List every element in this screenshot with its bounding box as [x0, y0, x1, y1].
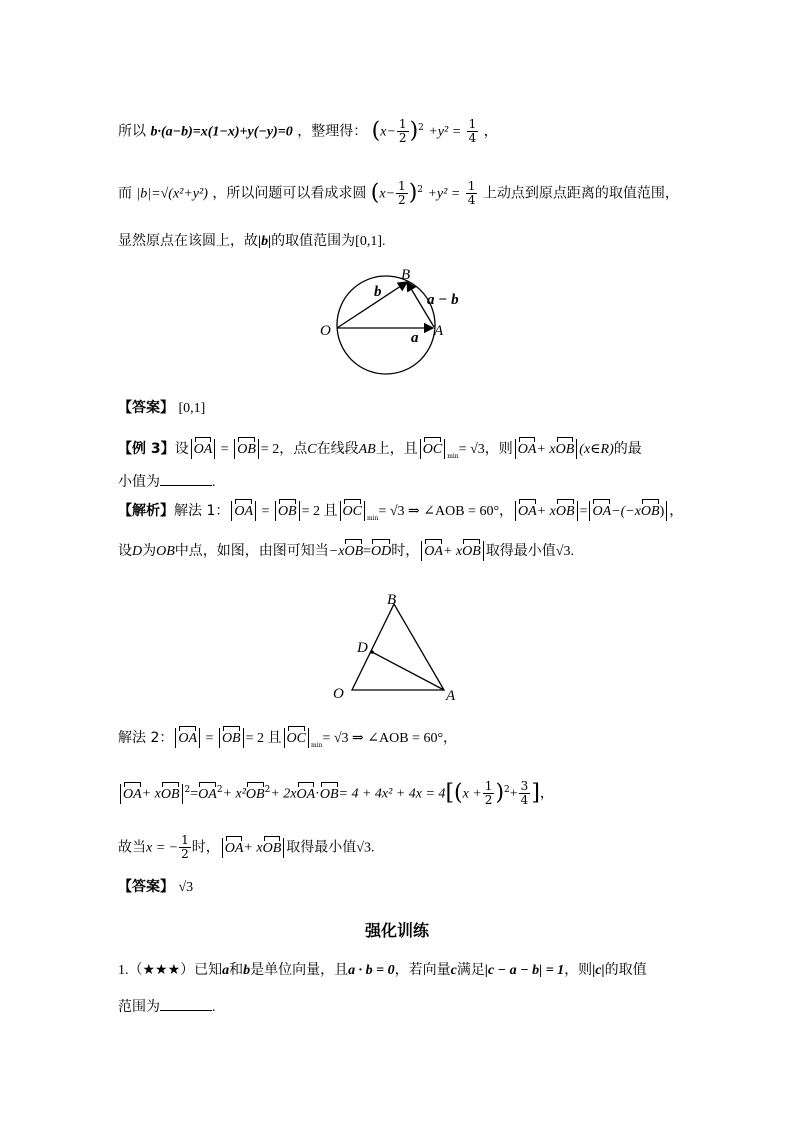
abs	[515, 439, 516, 459]
vector-ob: OB	[237, 440, 256, 460]
solution-label: 【解析】	[118, 503, 174, 519]
answer-blank	[160, 996, 212, 1011]
text: 已知	[194, 962, 223, 978]
period: .	[212, 475, 216, 490]
math: + x²	[222, 786, 246, 802]
abs	[364, 501, 365, 521]
vector-oa: OA	[592, 502, 611, 522]
exercise-number: 1.	[118, 963, 129, 978]
text: ，	[483, 123, 498, 140]
math: x +	[462, 786, 482, 802]
vector-ob: OB	[263, 839, 282, 859]
vector-ob: OB	[161, 785, 180, 805]
vector-oc: OC	[423, 440, 442, 460]
math: = 4 + 4x² + 4x = 4	[338, 786, 446, 802]
circle	[337, 276, 435, 374]
text: 满足	[456, 962, 485, 978]
math: +y² =	[428, 124, 462, 140]
abs	[219, 728, 220, 748]
abs	[214, 439, 215, 459]
example-label: 【例 3】	[118, 441, 175, 457]
math: |c|	[592, 963, 605, 978]
vector-oa: OA	[194, 440, 213, 460]
math: a	[222, 963, 230, 978]
text: ，则	[564, 962, 593, 978]
fraction: $\frac{1}{2}$	[398, 117, 407, 146]
text: 取得最小值	[485, 543, 556, 559]
abs	[666, 501, 667, 521]
exponent: 2	[184, 785, 191, 795]
exponent: 2	[418, 123, 424, 133]
abs	[222, 838, 223, 858]
exercise-1-line-1	[118, 960, 647, 981]
period: .	[570, 544, 574, 559]
subscript: min	[366, 515, 379, 522]
text: 范围为	[118, 999, 160, 1015]
label-a-minus-b: a − b	[427, 292, 459, 308]
text: ，整理得：	[297, 123, 368, 140]
math: −x	[328, 544, 345, 559]
conclusion-line	[118, 834, 374, 861]
vector-oa: OA	[424, 542, 443, 562]
math: + x	[442, 544, 463, 559]
solution-line-2	[118, 180, 679, 207]
vector-oa: OA	[234, 502, 253, 522]
math: +y² =	[427, 186, 461, 202]
text: ，点	[279, 441, 308, 457]
exponent: 2	[264, 785, 271, 795]
bracket: [	[445, 780, 455, 806]
abs	[231, 501, 232, 521]
fraction: $\frac{1}{2}$	[181, 833, 189, 861]
math: +	[509, 786, 518, 802]
abs	[255, 501, 256, 521]
fraction: $\frac{1}{2}$	[398, 179, 406, 208]
text: 设	[118, 543, 132, 559]
vector-ob: OB	[246, 785, 265, 805]
abs-b: |b|	[258, 234, 272, 249]
bracket: ]	[531, 780, 540, 806]
text: 在线段	[316, 441, 359, 457]
math: D	[132, 544, 143, 559]
triangle-diagram	[330, 590, 460, 706]
difficulty-stars: （★★★）	[128, 962, 195, 978]
label-b: b	[374, 284, 382, 300]
math: + x	[536, 442, 556, 457]
expansion-line	[118, 780, 554, 807]
math: = 2 且	[245, 731, 282, 746]
label-B: B	[387, 592, 397, 608]
math: c	[450, 963, 457, 978]
vector-oc: OC	[287, 729, 306, 749]
math: ·	[315, 786, 320, 802]
vector-b	[337, 282, 407, 328]
vector-od: OD	[371, 542, 391, 562]
text: ，则	[484, 441, 513, 457]
abs	[421, 541, 422, 561]
label-O: O	[333, 686, 344, 702]
equation: b·(a−b)=x(1−x)+y(−y)=0	[150, 124, 293, 140]
abs	[275, 501, 276, 521]
vector-ob: OB	[278, 502, 297, 522]
vector-oa: OA	[198, 785, 217, 805]
abs	[420, 439, 421, 459]
vector-ob: OB	[462, 542, 481, 562]
text: 而	[118, 185, 132, 202]
vector-oc: OC	[343, 502, 362, 522]
abs	[577, 501, 578, 521]
math: (x∈R)	[579, 442, 614, 457]
abs	[515, 501, 516, 521]
abs	[283, 838, 284, 858]
answer-value: [0,1]	[178, 401, 206, 416]
abs	[589, 501, 590, 521]
vector-ob: OB	[320, 785, 339, 805]
math: + x	[243, 840, 263, 856]
label-B: B	[401, 267, 411, 283]
vector-ob: OB	[556, 502, 575, 522]
solution-line-1	[118, 118, 498, 145]
abs	[308, 728, 309, 748]
abs	[340, 501, 341, 521]
example-3-line-1: 【例 3】设 OA = OB = 2，点C在线段AB上，且 OC $_{min}$= √3，则 OA+ xOB (x∈R)的最	[118, 441, 642, 460]
math: b	[243, 963, 251, 978]
vector-ob: OB	[222, 729, 241, 749]
answer-label: 【答案】	[118, 400, 174, 416]
solution-line-3	[118, 231, 386, 252]
math: =	[579, 504, 588, 519]
math: + x	[536, 504, 556, 519]
text: 故当	[118, 839, 146, 856]
paren: (	[454, 780, 463, 806]
text: ，	[443, 730, 458, 746]
text: ，	[499, 503, 514, 519]
vector-oa: OA	[297, 785, 316, 805]
period: .	[370, 840, 375, 856]
solution-1-line-2	[118, 541, 574, 562]
abs	[258, 439, 259, 459]
answer-value: √3	[178, 880, 194, 895]
abs	[483, 541, 484, 561]
math: OB	[156, 544, 175, 559]
abs	[199, 728, 200, 748]
math: + x	[141, 786, 161, 802]
math: + 2x	[270, 786, 297, 802]
circle-vector-diagram	[315, 262, 475, 384]
text: 的取值范围为	[271, 233, 356, 249]
math: =	[190, 786, 199, 802]
abs	[120, 784, 121, 804]
vector-oa: OA	[123, 785, 142, 805]
text: 小值为	[118, 474, 160, 490]
text: ，所以问题可以看成求圆	[212, 185, 367, 202]
answer-2	[118, 877, 193, 898]
text: 取得最小值	[286, 839, 357, 856]
text: 中点，如图，由图可知当	[174, 543, 329, 559]
vector-ob: OB	[344, 542, 363, 562]
math: x−	[380, 124, 396, 140]
vector-ob: OB	[641, 502, 660, 522]
section-title: 强化训练	[364, 921, 429, 940]
vector-oa: OA	[225, 839, 244, 859]
label-A: A	[446, 688, 456, 704]
vector-ob: OB	[556, 440, 575, 460]
period: .	[212, 1000, 216, 1015]
math: x = −	[146, 840, 179, 856]
exponent: 2	[504, 785, 510, 795]
text: 的最	[613, 441, 642, 457]
label-D: D	[357, 640, 368, 656]
math: AB	[358, 442, 376, 457]
text: ，	[669, 503, 684, 519]
math: = 2 且	[301, 504, 338, 519]
text: ，若向量	[394, 962, 451, 978]
abs	[182, 784, 183, 804]
text: 的取值	[604, 962, 647, 978]
math: √3	[356, 840, 371, 856]
abs	[444, 439, 445, 459]
exponent: 2	[417, 185, 424, 195]
range: [0,1]	[355, 234, 382, 249]
abs	[576, 439, 577, 459]
paren: (	[370, 180, 380, 206]
abs	[191, 439, 192, 459]
math: )	[659, 504, 665, 519]
text: 显然原点在该圆上，故	[118, 233, 258, 249]
math: = √3 ⇒ ∠AOB = 60°	[322, 731, 444, 746]
math: √3	[555, 544, 571, 559]
text: 上，且	[375, 441, 418, 457]
paren: (	[371, 118, 381, 144]
abs	[284, 728, 285, 748]
label-O: O	[320, 323, 331, 339]
math: =	[363, 544, 372, 559]
example-3-line-2	[118, 471, 216, 493]
fraction: $\frac{1}{4}$	[468, 117, 477, 146]
text: 是单位向量，且	[250, 962, 349, 978]
math: x−	[379, 186, 396, 202]
text: 上动点到原点距离的取值范围，	[482, 185, 679, 202]
vector-oa: OA	[518, 440, 537, 460]
label-A: A	[434, 323, 444, 339]
fraction: $\frac{1}{4}$	[467, 179, 476, 208]
text: 时，	[391, 543, 420, 559]
paren: )	[408, 180, 418, 206]
paren: )	[495, 780, 505, 806]
text: 解法 1：	[174, 503, 230, 519]
math: C	[307, 442, 317, 457]
exponent: 2	[216, 785, 223, 795]
text: 解法 2：	[118, 730, 174, 746]
text: 时，	[191, 839, 220, 856]
answer-label: 【答案】	[118, 879, 174, 895]
answer-1	[118, 398, 205, 419]
text: 和	[229, 962, 244, 978]
abs	[299, 501, 300, 521]
abs	[234, 439, 235, 459]
math: −(−x	[611, 504, 641, 519]
solution-1-line-1: 【解析】解法 1： OA = OB = 2 且 OC $_{min}$= √3 ⇒ ∠AOB = 60°， OA+ xOB = OA−(−xOB) ，	[118, 503, 684, 522]
math: |c − a − b| = 1	[484, 963, 565, 978]
fraction: $\frac{3}{4}$	[520, 779, 529, 808]
math: = √3 ⇒ ∠AOB = 60°	[378, 504, 500, 519]
abs	[175, 728, 176, 748]
label-a: a	[411, 330, 419, 346]
point-d	[370, 650, 374, 654]
solution-2-line-1: 解法 2： OA = OB = 2 且 OC $_{min}$= √3 ⇒ ∠AOB = 60°，	[118, 730, 458, 749]
text: 所以	[118, 123, 146, 140]
answer-blank	[160, 471, 212, 486]
paren: )	[409, 118, 419, 144]
vector-oa: OA	[178, 729, 197, 749]
fraction: $\frac{1}{2}$	[484, 779, 493, 808]
equation: |b|=√(x²+y²)	[136, 186, 208, 202]
math: a · b = 0	[348, 963, 395, 978]
subscript: min	[447, 453, 459, 460]
subscript: min	[310, 742, 323, 749]
text: 为	[142, 543, 157, 559]
vector-oa: OA	[518, 502, 537, 522]
abs	[243, 728, 244, 748]
math: = √3	[458, 442, 485, 457]
math: = 2	[260, 442, 280, 457]
text: ，	[539, 785, 554, 802]
exercise-1-line-2	[118, 996, 216, 1018]
period: .	[382, 234, 386, 249]
text: 设	[174, 441, 189, 457]
